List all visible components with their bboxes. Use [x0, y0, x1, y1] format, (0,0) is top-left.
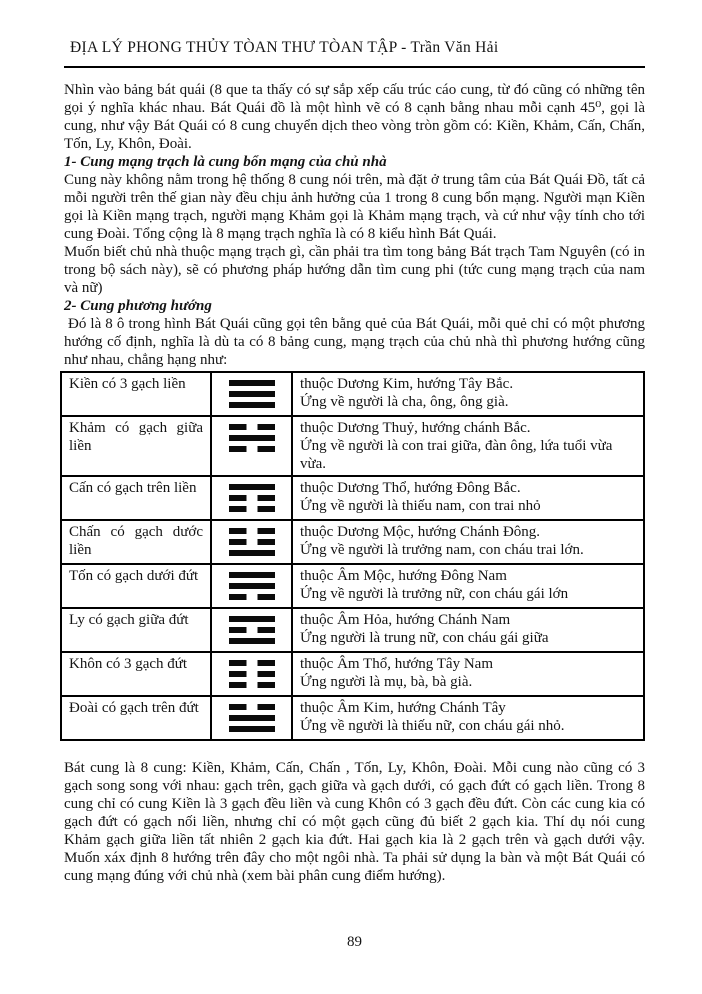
description-line-people: Ứng người là trung nữ, con cháu gái giữa — [300, 630, 549, 646]
description-line-element: thuộc Âm Hỏa, hướng Chánh Nam — [300, 612, 511, 628]
cung-label-ton: Tốn có gạch dưới đứt — [61, 564, 211, 608]
cung-description-ly — [292, 608, 644, 652]
cung-description-ton — [292, 564, 644, 608]
cung-label-chan: Chấn có gạch dước liền — [61, 520, 211, 564]
trigram-broken-line — [229, 594, 275, 600]
page-header-title: ĐỊA LÝ PHONG THỦY TÒAN THƯ TÒAN TẬP - Trần Văn Hải — [70, 39, 499, 56]
trigram-broken-line — [229, 539, 275, 545]
description-line-people: Ứng về người là trưởng nam, con cháu trai lớn. — [300, 542, 584, 558]
cung-label-doai: Đoài có gạch trên đứt — [61, 696, 211, 740]
cung-description-chan — [292, 520, 644, 564]
trigram-solid-line — [229, 726, 275, 732]
description-line-people: Ứng về người là thiếu nam, con trai nhỏ — [300, 498, 541, 514]
cung-label-khon: Khôn có 3 gạch đứt — [61, 652, 211, 696]
cung-description-khon — [292, 652, 644, 696]
trigram-broken-line — [229, 446, 275, 452]
trigram-solid-line — [229, 380, 275, 386]
description-line-people: Ứng về người là trưởng nữ, con cháu gái lớn — [300, 586, 569, 602]
body-text — [64, 81, 645, 369]
description-line-element: thuộc Âm Kim, hướng Chánh Tây — [300, 700, 506, 716]
paragraph-bat-cung-summary: Bát cung là 8 cung: Kiền, Khảm, Cấn, Chấn , Tốn, Ly, Khôn, Đoài. Mỗi cung nào cũng có 3 gạch song song với nhau: gạch trên, gạch giữa và gạch dưới, có gạch đứt có gạch liền. Trong 8 cung chỉ có cung Kiền là 3 gạch đều liền và cung Khôn có 3 gạch đều đứt. Còn các cung kia có gạch đứt có gạch nối liền, nhưng chỉ có một gạch cũng đủ biết 2 gạch kia. Thí dụ nói cung Khảm gạch giữa liền tất nhiên 2 gạch kia đứt. Hai gạch kia là 2 gạch trên và gạch dưới vậy. Muốn xáx định 8 hướng trên đây cho một ngôi nhà. Ta phải sử dụng la bàn và một Bát Quái có cung mạng đúng với chủ nhà (xem bài phân cung điểm hướng). — [64, 760, 645, 884]
paragraph-8-o-bat-quai: Đó là 8 ô trong hình Bát Quái cũng gọi tên bằng quẻ của Bát Quái, mỗi quẻ chỉ có một phương hướng cố định, nghĩa là dù ta có 8 bảng cung, mạng trạch của chủ nhà thì phương hướng cũng như nhau, chẳng hạng như: — [64, 316, 645, 368]
description-line-element: thuộc Dương Thổ, hướng Đông Bắc. — [300, 480, 521, 496]
trigram-solid-line — [229, 638, 275, 644]
trigram-kien-icon — [211, 372, 292, 416]
table-row-doai — [61, 696, 644, 740]
heading-cung-phuong-huong: 2- Cung phương hướng — [64, 298, 212, 314]
trigram-solid-line — [229, 550, 275, 556]
description-line-element: thuộc Âm Mộc, hướng Đông Nam — [300, 568, 507, 584]
trigram-broken-line — [229, 704, 275, 710]
trigram-broken-line — [229, 506, 275, 512]
table-row-kien — [61, 372, 644, 416]
trigram-solid-line — [229, 391, 275, 397]
trigram-broken-line — [229, 671, 275, 677]
trigram-solid-line — [229, 616, 275, 622]
trigram-solid-line — [229, 402, 275, 408]
description-line-people: Ứng về người là con trai giữa, đàn ông, lứa tuổi vừa vừa. — [300, 438, 613, 472]
trigram-khon-icon — [211, 652, 292, 696]
trigram-ton-icon — [211, 564, 292, 608]
page-number: 89 — [347, 934, 362, 950]
cung-label-kien: Kiền có 3 gạch liền — [61, 372, 211, 416]
cung-description-doai — [292, 696, 644, 740]
paragraph-bat-quai-intro: Nhìn vào bảng bát quái (8 que ta thấy có sự sắp xếp cấu trúc cáo cung, từ đó cũng có những tên gọi ý nghĩa khác nhau. Bát Quái đồ là một hình vẽ có 8 cạnh bằng nhau mỗi cạnh 45⁰, gọi là cung, như vậy Bát Quái có 8 cung chuyển dịch theo vòng tròn gồm có: Kiền, Khảm, Cấn, Chấn, Tốn, Ly, Khôn, Đoài. — [64, 82, 645, 152]
table-row-ton — [61, 564, 644, 608]
trigram-can-icon — [211, 476, 292, 520]
bagua-table-body — [61, 372, 644, 740]
table-row-kham — [61, 416, 644, 476]
cung-description-kham — [292, 416, 644, 476]
trigram-ly-icon — [211, 608, 292, 652]
table-row-khon — [61, 652, 644, 696]
table-row-ly — [61, 608, 644, 652]
cung-label-ly: Ly có gạch giữa đứt — [61, 608, 211, 652]
trigram-solid-line — [229, 484, 275, 490]
bagua-table — [60, 371, 645, 741]
outro-text — [64, 759, 645, 885]
description-line-people: Ứng về người là cha, ông, ông già. — [300, 394, 509, 410]
trigram-broken-line — [229, 528, 275, 534]
heading-cung-mang-trach: 1- Cung mạng trạch là cung bổn mạng của chủ nhà — [64, 154, 387, 170]
cung-description-kien — [292, 372, 644, 416]
cung-label-kham: Khảm có gạch giữa liền — [61, 416, 211, 476]
trigram-solid-line — [229, 715, 275, 721]
description-line-people: Ứng người là mụ, bà, bà già. — [300, 674, 473, 690]
trigram-broken-line — [229, 660, 275, 666]
description-line-people: Ứng về người là thiếu nữ, con cháu gái nhỏ. — [300, 718, 565, 734]
trigram-solid-line — [229, 572, 275, 578]
trigram-solid-line — [229, 583, 275, 589]
cung-label-can: Cấn có gạch trên liền — [61, 476, 211, 520]
trigram-broken-line — [229, 627, 275, 633]
trigram-broken-line — [229, 495, 275, 501]
description-line-element: thuộc Dương Thuỷ, hướng chánh Bắc. — [300, 420, 531, 436]
paragraph-cung-bon-mang: Cung này không nằm trong hệ thống 8 cung nói trên, mà đặt ở trung tâm của Bát Quái Đồ, tất cả mỗi người trên thế gian này đều chịu ảnh hưởng của 1 trong 8 cung bổn mạng. Người mạn Kiền gọi là Kiền mạng trạch, người mạng Khảm gọi là Khảm mạng trạch, và cứ như vậy tính cho tới cung Đoài. Tổng cộng là 8 mạng trạch nghĩa là có 8 kiểu hình Bát Quái. — [64, 172, 645, 242]
table-row-chan — [61, 520, 644, 564]
trigram-chan-icon — [211, 520, 292, 564]
trigram-broken-line — [229, 424, 275, 430]
trigram-solid-line — [229, 435, 275, 441]
trigram-doai-icon — [211, 696, 292, 740]
table-row-can — [61, 476, 644, 520]
cung-description-can — [292, 476, 644, 520]
description-line-element: thuộc Âm Thổ, hướng Tây Nam — [300, 656, 493, 672]
header-rule — [64, 66, 645, 68]
paragraph-tra-tim-bat-trach: Muốn biết chủ nhà thuộc mạng trạch gì, cần phải tra tìm tong bảng Bát trạch Tam Nguyên (có in trong bộ sách này), sẽ có phương pháp hướng dẫn tìm cung phi (tức cung mạng trạch của nam và nữ) — [64, 244, 645, 296]
trigram-broken-line — [229, 682, 275, 688]
description-line-element: thuộc Dương Mộc, hướng Chánh Đông. — [300, 524, 541, 540]
description-line-element: thuộc Dương Kim, hướng Tây Bắc. — [300, 376, 514, 392]
trigram-kham-icon — [211, 416, 292, 476]
